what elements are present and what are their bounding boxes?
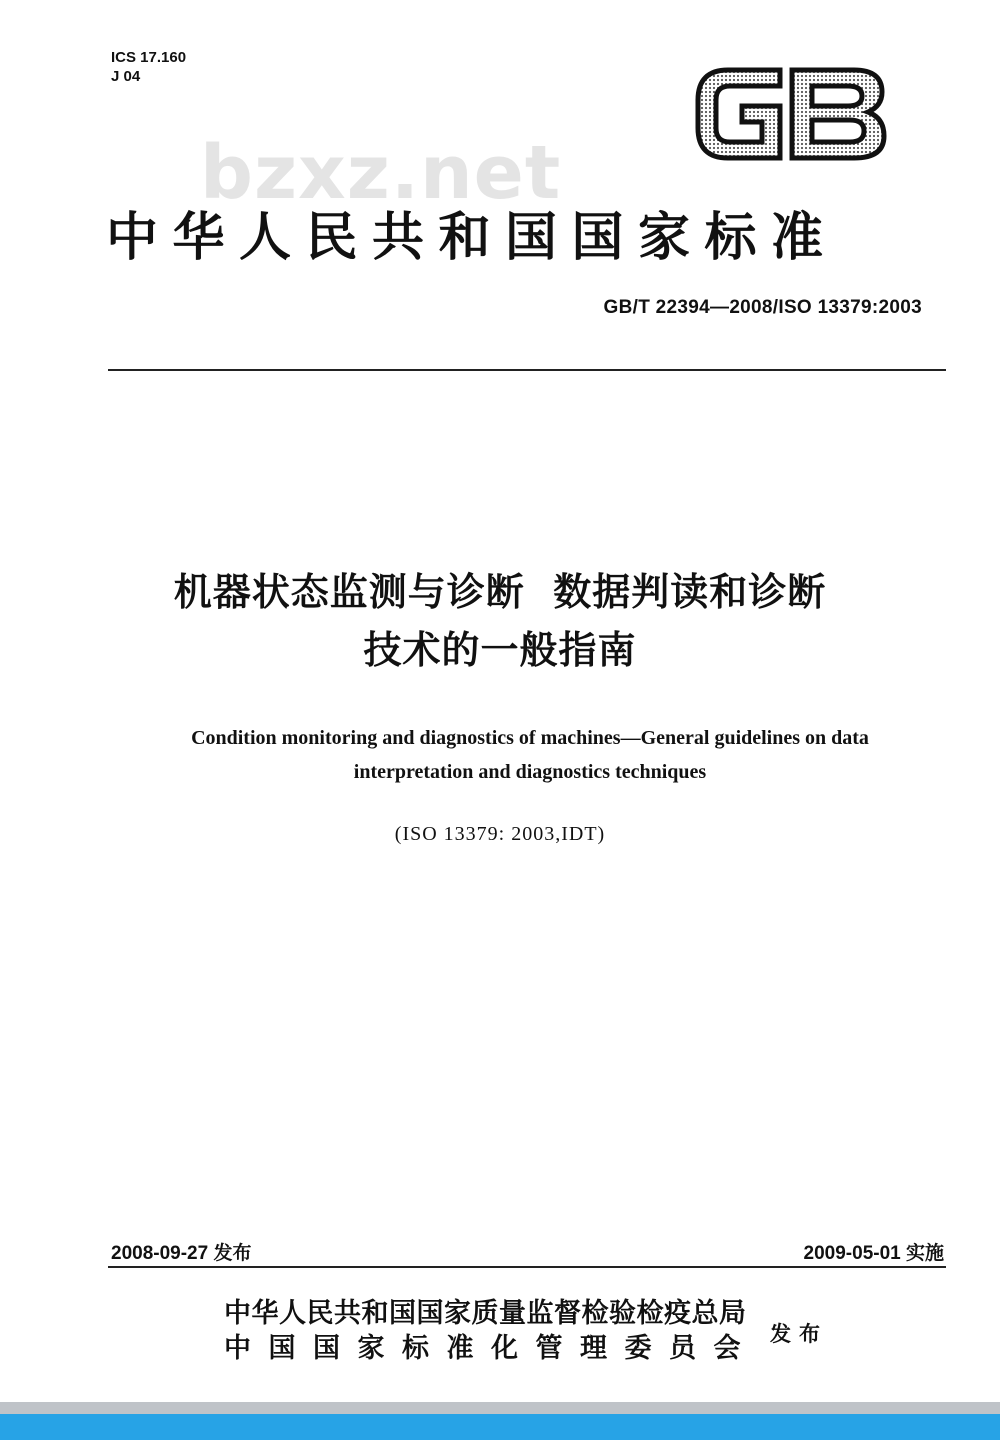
english-title-line1: Condition monitoring and diagnostics of machines—General guidelines on data [191, 727, 869, 749]
gb-logo-icon [688, 62, 892, 166]
gb-logo-svg [688, 62, 892, 166]
bottom-divider [108, 1266, 946, 1268]
iso-equivalence: (ISO 13379: 2003,IDT) [394, 823, 606, 845]
footer-bar [0, 1414, 1000, 1440]
english-title-line2: interpretation and diagnostics techniques [353, 761, 707, 783]
issuing-authorities [224, 1296, 758, 1366]
watermark-text: bzxz.net [200, 130, 562, 216]
standard-number: GB/T 22394—2008/ISO 13379:2003 [603, 297, 922, 318]
effective-date: 2009-05-01 实施 [803, 1243, 944, 1264]
publish-label: 发布 [770, 1321, 828, 1346]
top-divider [108, 369, 946, 371]
english-title [110, 721, 950, 789]
chinese-title [0, 563, 1000, 679]
issuer-line1: 中华人民共和国国家质量监督检验检疫总局 [224, 1298, 747, 1329]
ics-code: ICS 17.160 [111, 49, 187, 66]
issue-date: 2008-09-27 发布 [111, 1243, 252, 1264]
classification-codes [111, 48, 186, 86]
chinese-title-line1: 机器状态监测与诊断 数据判读和诊断 [173, 570, 827, 614]
ccs-code: J 04 [111, 68, 141, 85]
issuer-line2: 中国国家标准化管理委员会 [224, 1333, 758, 1364]
chinese-title-line2: 技术的一般指南 [363, 628, 637, 672]
national-standard-title: 中华人民共和国国家标准 [106, 208, 838, 268]
